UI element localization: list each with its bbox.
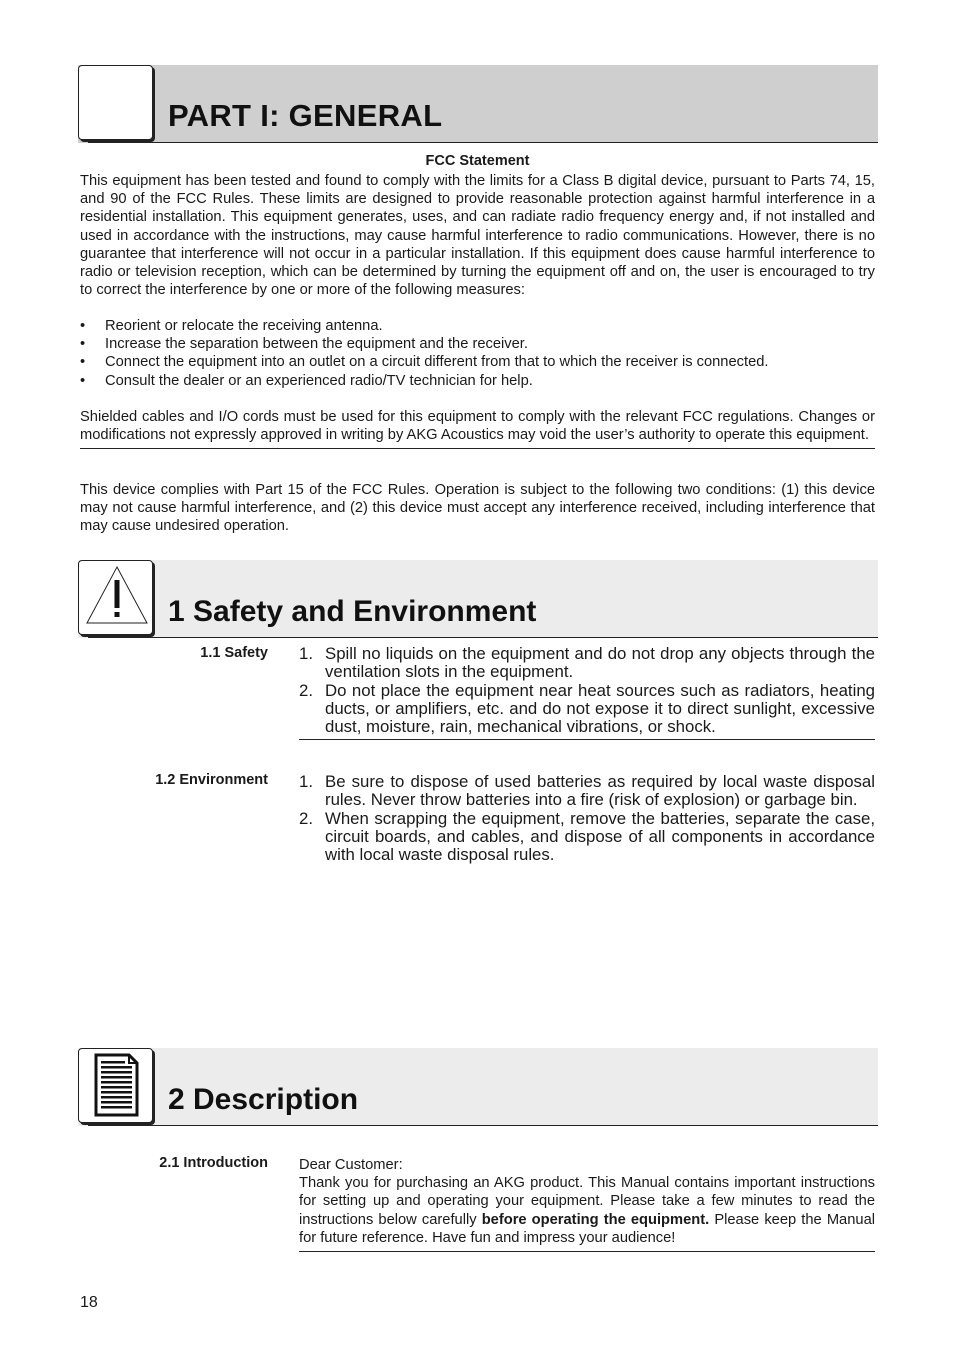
list-item: 2. When scrapping the equipment, remove the batteries, separate the case, circuit boards, and cables, and dispose of all components in accordance with local waste disposal rules. (299, 808, 875, 865)
description-section-header (78, 1048, 878, 1126)
intro-text-end: Please keep the Manual for future reference. Have fun and impress your audience! (299, 1211, 875, 1246)
environment-list (299, 773, 875, 864)
safety-section-title: 1 Safety and Environment (168, 595, 537, 628)
description-section-title: 2 Description (168, 1083, 359, 1116)
page-number: 18 (80, 1294, 98, 1311)
introduction-subsection-label: 2.1 Introduction (159, 1155, 268, 1171)
list-item: • Consult the dealer or an experienced radio/TV technician for help. (80, 372, 533, 389)
bullet: • (80, 318, 86, 334)
list-item: 1. Spill no liquids on the equipment and do not drop any objects through the ventilation slots in the equipment. (299, 644, 875, 682)
fcc-part15-paragraph: This device complies with Part 15 of the FCC Rules. Operation is subject to the following two conditions: (1) this device may not cause harmful interference, and (2) this device must accept any interference received, including interference that may cause undesired operation. (80, 482, 875, 535)
intro-text: Thank you for purchasing an AKG product. This Manual contains important instructions for setting up and operating your equipment. Please take a few minutes to read the instructions below carefully (299, 1175, 875, 1228)
fcc-shielded-paragraph: Shielded cables and I/O cords must be used for this equipment to comply with the relevant FCC regulations. Changes or modifications not expressly approved in writing by AKG Acoustics may void the user’s authority to operate this equipment. (80, 408, 875, 449)
list-item: • Connect the equipment into an outlet on a circuit different from that to which the receiver is connected. (80, 354, 769, 371)
intro-emphasis: before operating the equipment. (481, 1211, 710, 1228)
bullet: • (80, 354, 86, 371)
fcc-measures-list (80, 317, 875, 390)
warning-icon-box (78, 560, 153, 635)
document-icon (79, 1049, 151, 1121)
introduction-paragraph (299, 1156, 875, 1252)
list-item: 2. Do not place the equipment near heat sources such as radiators, heating ducts, or amplifiers, etc. and do not expose it to direct sunlight, excessive dust, moisture, rain, mechanical vibrations, or shock. (299, 680, 875, 737)
part-title: PART I: GENERAL (168, 98, 443, 133)
description-header-rule (88, 1125, 878, 1126)
fcc-intro-paragraph: This equipment has been tested and found to comply with the limits for a Class B digital device, pursuant to Parts 74, 15, and 90 of the FCC Rules. These limits are designed to provide reasonable protection against harmful interference in a residential installation. This equipment generates, uses, and can radiate radio frequency energy and, if not installed and used in accordance with the instructions, may cause harmful interference to radio communications. However, there is no guarantee that interference will not occur in a particular installation. If this equipment does cause harmful interference to radio or television reception, which can be determined by turning the equipment off and on, the user is encouraged to try to correct the interference by one or more of the following measures: (80, 173, 875, 299)
safety-subsection-label: 1.1 Safety (200, 645, 268, 661)
safety-section-header (78, 560, 878, 638)
document-icon-box (78, 1048, 153, 1123)
fcc-title: FCC Statement (425, 153, 530, 169)
part-header-icon-box (78, 65, 153, 140)
environment-subsection-label: 1.2 Environment (155, 772, 268, 788)
part-header-rule (88, 142, 878, 143)
part-header (78, 65, 878, 143)
safety-list (299, 645, 875, 740)
warning-triangle-icon (79, 561, 151, 633)
greeting: Dear Customer: (299, 1157, 403, 1173)
list-item: 1. Be sure to dispose of used batteries as required by local waste disposal rules. Never throw batteries into a fire (risk of explosion) or garbage bin. (299, 772, 875, 810)
list-item: • Increase the separation between the equipment and the receiver. (80, 336, 528, 353)
list-item: • Reorient or relocate the receiving antenna. (80, 318, 383, 334)
bullet: • (80, 372, 86, 389)
bullet: • (80, 336, 86, 353)
safety-header-rule (88, 637, 878, 638)
